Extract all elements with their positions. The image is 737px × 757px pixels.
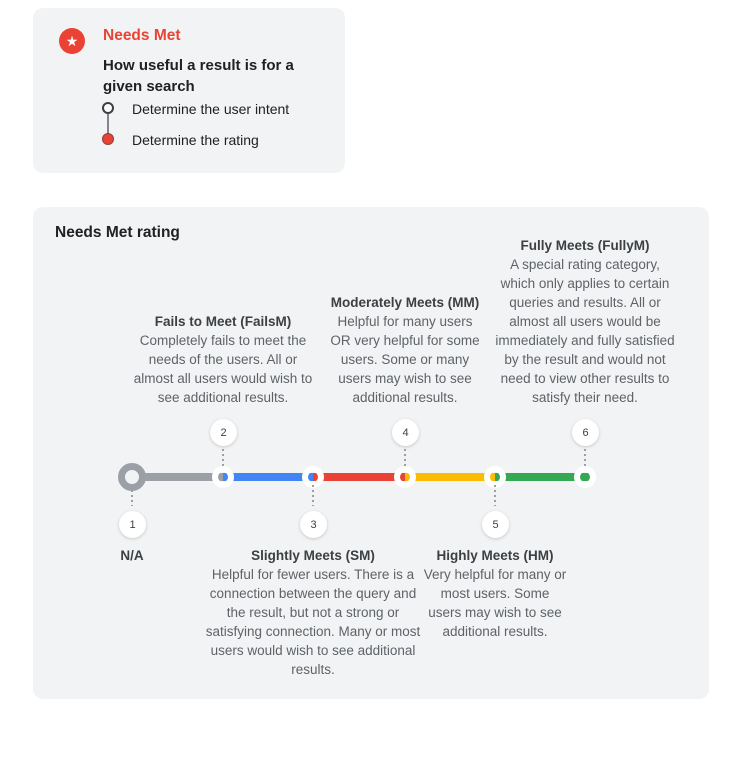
scale-label-moderately-meets (327, 293, 483, 407)
scale-label-highly-meets (423, 546, 567, 641)
scale-point-1: 1 (119, 511, 146, 538)
scale-label-na (102, 546, 162, 565)
scale-label-fully-meets (495, 236, 675, 407)
scale-point-2: 2 (210, 419, 237, 446)
scale-label-title: Fails to Meet (FailsM) (154, 314, 292, 329)
rating-card-title: Needs Met rating (55, 224, 180, 241)
dotted-connector (312, 485, 314, 506)
scale-label-description: Very helpful for many or most users. Some users may wish to see additional results. (423, 567, 567, 639)
needs-met-rating-card (33, 207, 709, 699)
needs-met-intro-card (33, 8, 345, 173)
scale-label-slightly-meets (205, 546, 421, 679)
dotted-connector (494, 485, 496, 506)
step-label-rating: Determine the rating (132, 132, 259, 148)
step-label-user-intent: Determine the user intent (132, 101, 290, 117)
scale-label-title: Highly Meets (HM) (436, 548, 554, 563)
scale-label-title: N/A (120, 548, 144, 563)
intro-card-title: Needs Met (103, 27, 181, 44)
star-badge-icon: ★ (59, 28, 85, 54)
scale-point-3: 3 (300, 511, 327, 538)
scale-label-title: Fully Meets (FullyM) (520, 238, 650, 253)
scale-label-title: Moderately Meets (MM) (330, 295, 480, 310)
intro-card-subtitle: How useful a result is for a given search (103, 57, 294, 95)
scale-label-description: A special rating category, which only applies to certain queries and results. All or almost all users would be immediately and fully satisfied by the result and would not need to view other results to satisfy their need. (495, 257, 675, 405)
scale-label-description: Completely fails to meet the needs of the users. All or almost all users would wish to see additional results. (133, 333, 313, 405)
red-filled-circle-icon (102, 133, 114, 145)
scale-label-description: Helpful for many users OR very helpful for some users. Some or many users may wish to see additional results. (330, 314, 480, 405)
scale-label-fails-to-meet (128, 312, 318, 407)
scale-point-4: 4 (392, 419, 419, 446)
dotted-connector (131, 485, 133, 506)
scale-label-title: Slightly Meets (SM) (251, 548, 375, 563)
scale-segment-sm (313, 473, 405, 481)
scale-marker-ring-2 (212, 466, 234, 488)
scale-marker-ring-6 (574, 466, 596, 488)
open-circle-icon (102, 102, 114, 114)
scale-segment-mm (405, 473, 495, 481)
scale-point-5: 5 (482, 511, 509, 538)
scale-segment-failsm (223, 473, 313, 481)
scale-label-description: Helpful for fewer users. There is a connection between the query and the result, but not a strong or satisfying connection. Many or most users would wish to see additional results. (205, 567, 421, 677)
scale-point-6: 6 (572, 419, 599, 446)
scale-marker-ring-4 (394, 466, 416, 488)
